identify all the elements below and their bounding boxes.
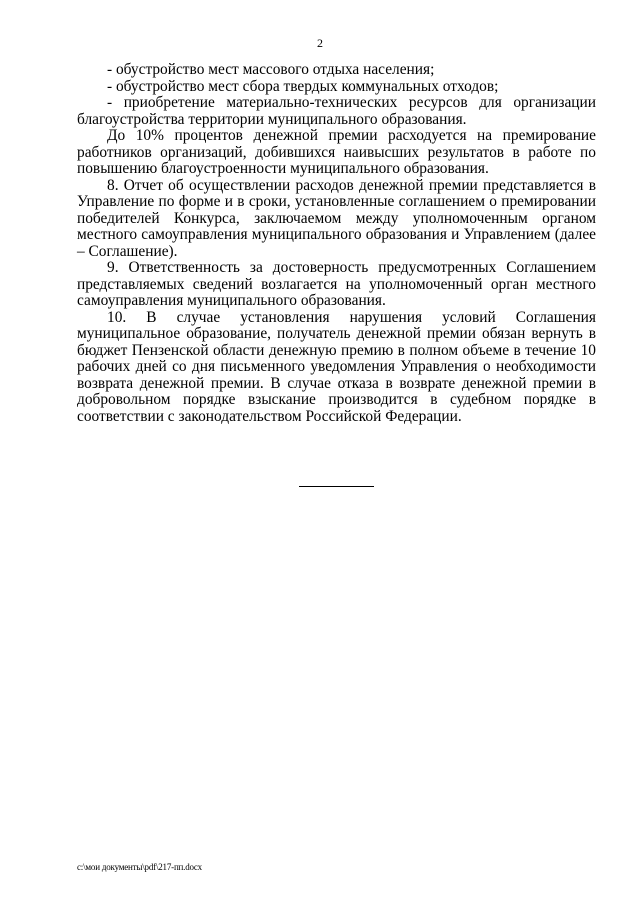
end-separator-line xyxy=(299,486,374,487)
list-item-waste-collection: - обустройство мест сбора твердых коммунальных отходов; xyxy=(107,77,499,95)
paragraph-bonus-share: До 10% процентов денежной премии расходуется на премирование работников организаций, добившихся наивысших результатов в работе по повышению благоустроенности муниципального образования. xyxy=(77,127,596,177)
document-body xyxy=(77,62,596,425)
paragraph-item-9-responsibility: 9. Ответственность за достоверность предусмотренных Соглашением представляемых сведений возлагается на уполномоченный орган местного самоуправления муниципального образования. xyxy=(77,259,596,309)
list-item-recreation-areas: - обустройство мест массового отдыха населения; xyxy=(107,61,435,78)
page-number: 2 xyxy=(317,36,323,50)
list-item-material-resources: - приобретение материально-технических ресурсов для организации благоустройства территории муниципального образования. xyxy=(77,94,596,128)
paragraph-item-10-refund: 10. В случае установления нарушения условий Соглашения муниципальное образование, получатель денежной премии обязан вернуть в бюджет Пензенской области денежную премию в полном объеме в течение 10 рабочих дней со дня письменного уведомления Управления о необходимости возврата денежной премии. В случае отказа в возврате денежной премии в добровольном порядке взыскание производится в судебном порядке в соответствии с законодательством Российской Федерации. xyxy=(77,308,596,425)
footer-file-path: c:\мои документы\pdf\217-пп.docx xyxy=(77,862,202,872)
paragraph-item-8-report: 8. Отчет об осуществлении расходов денежной премии представляется в Управление по форме и в сроки, установленные соглашением о премировании победителей Конкурса, заключаемом между уполномоченным органом местного самоуправления муниципального образования и Управлением (далее – Соглашение). xyxy=(77,176,596,260)
